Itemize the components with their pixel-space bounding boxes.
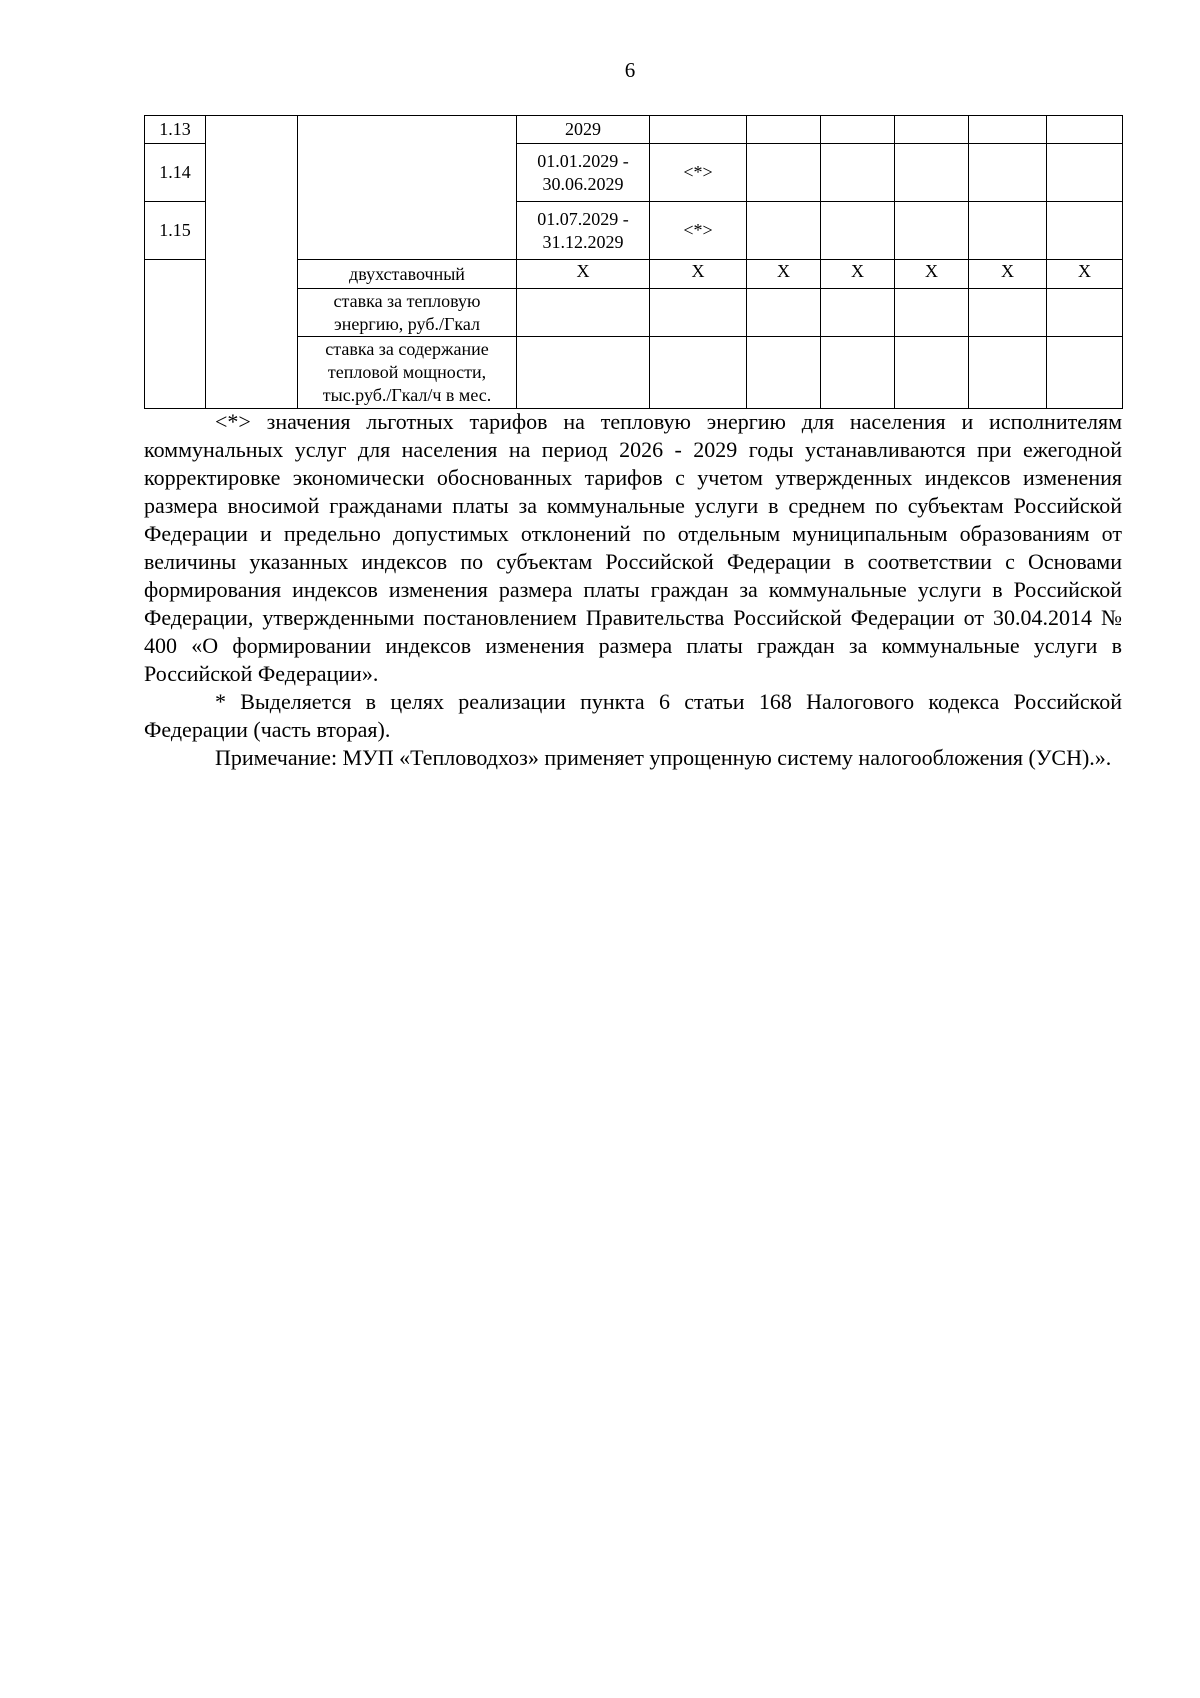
value-cell: [1047, 289, 1123, 337]
value-cell: [747, 337, 821, 409]
group-cell: [206, 116, 298, 409]
x-mark: X: [517, 260, 650, 289]
value-cell: [821, 116, 895, 144]
remark: Примечание: МУП «Тепловодхоз» применяет упрощенную систему налогообложения (УСН).».: [215, 745, 1112, 770]
period-cell: 2029: [517, 116, 650, 144]
value-cell: [1047, 202, 1123, 260]
asterisk-note: <*> значения льготных тарифов на тепловую энергию для населения и исполнителям коммунальных услуг для населения на период 2026 - 2029 годы устанавливаются при ежегодной корректировке экономически обоснованных тарифов с учетом утвержденных индексов изменения размера вносимой гражданами платы за коммунальные услуги в среднем по субъектам Российской Федерации и предельно допустимых отклонений по отдельным муниципальным образованиям от величины указанных индексов по субъектам Российской Федерации в соответствии с Основами формирования индексов изменения размера платы граждан за коммунальные услуги в Российской Федерации, утвержденными постановлением Правительства Российской Федерации от 30.04.2014 № 400 «О формировании индексов изменения размера платы граждан за коммунальные услуги в Российской Федерации».: [144, 409, 1122, 686]
value-cell: [747, 116, 821, 144]
value-cell: [969, 289, 1047, 337]
value-cell: <*>: [650, 202, 747, 260]
capacity-rate-label: ставка за содержание тепловой мощности, тыс.руб./Гкал/ч в мес.: [298, 337, 517, 409]
page-number: 6: [624, 58, 636, 82]
two-part-tariff-label: двухставочный: [298, 260, 517, 289]
value-cell: [821, 202, 895, 260]
value-cell: [969, 116, 1047, 144]
value-cell: [895, 144, 969, 202]
value-cell: [895, 116, 969, 144]
notes: [144, 408, 1122, 772]
value-cell: [969, 337, 1047, 409]
x-mark: X: [895, 260, 969, 289]
value-cell: [517, 289, 650, 337]
tariff-table: [144, 115, 1123, 409]
value-cell: [969, 144, 1047, 202]
x-mark: X: [821, 260, 895, 289]
value-cell: [650, 289, 747, 337]
value-cell: [650, 337, 747, 409]
value-cell: [517, 337, 650, 409]
row-number: [145, 260, 206, 409]
x-mark: X: [969, 260, 1047, 289]
value-cell: [895, 289, 969, 337]
value-cell: [895, 202, 969, 260]
value-cell: [747, 289, 821, 337]
star-note: * Выделяется в целях реализации пункта 6 статьи 168 Налогового кодекса Российской Федерации (часть вторая).: [144, 689, 1122, 742]
row-number: 1.15: [145, 202, 206, 260]
value-cell: [1047, 144, 1123, 202]
value-cell: [650, 116, 747, 144]
period-cell: 01.01.2029 - 30.06.2029: [517, 144, 650, 202]
category-cell: [298, 116, 517, 260]
x-mark: X: [747, 260, 821, 289]
x-mark: X: [1047, 260, 1123, 289]
period-cell: 01.07.2029 - 31.12.2029: [517, 202, 650, 260]
value-cell: [821, 144, 895, 202]
table-row: [145, 116, 1123, 144]
value-cell: [1047, 337, 1123, 409]
value-cell: <*>: [650, 144, 747, 202]
value-cell: [747, 202, 821, 260]
value-cell: [821, 337, 895, 409]
energy-rate-label: ставка за тепловую энергию, руб./Гкал: [298, 289, 517, 337]
value-cell: [969, 202, 1047, 260]
row-number: 1.13: [145, 116, 206, 144]
row-number: 1.14: [145, 144, 206, 202]
value-cell: [821, 289, 895, 337]
value-cell: [747, 144, 821, 202]
value-cell: [895, 337, 969, 409]
x-mark: X: [650, 260, 747, 289]
value-cell: [1047, 116, 1123, 144]
